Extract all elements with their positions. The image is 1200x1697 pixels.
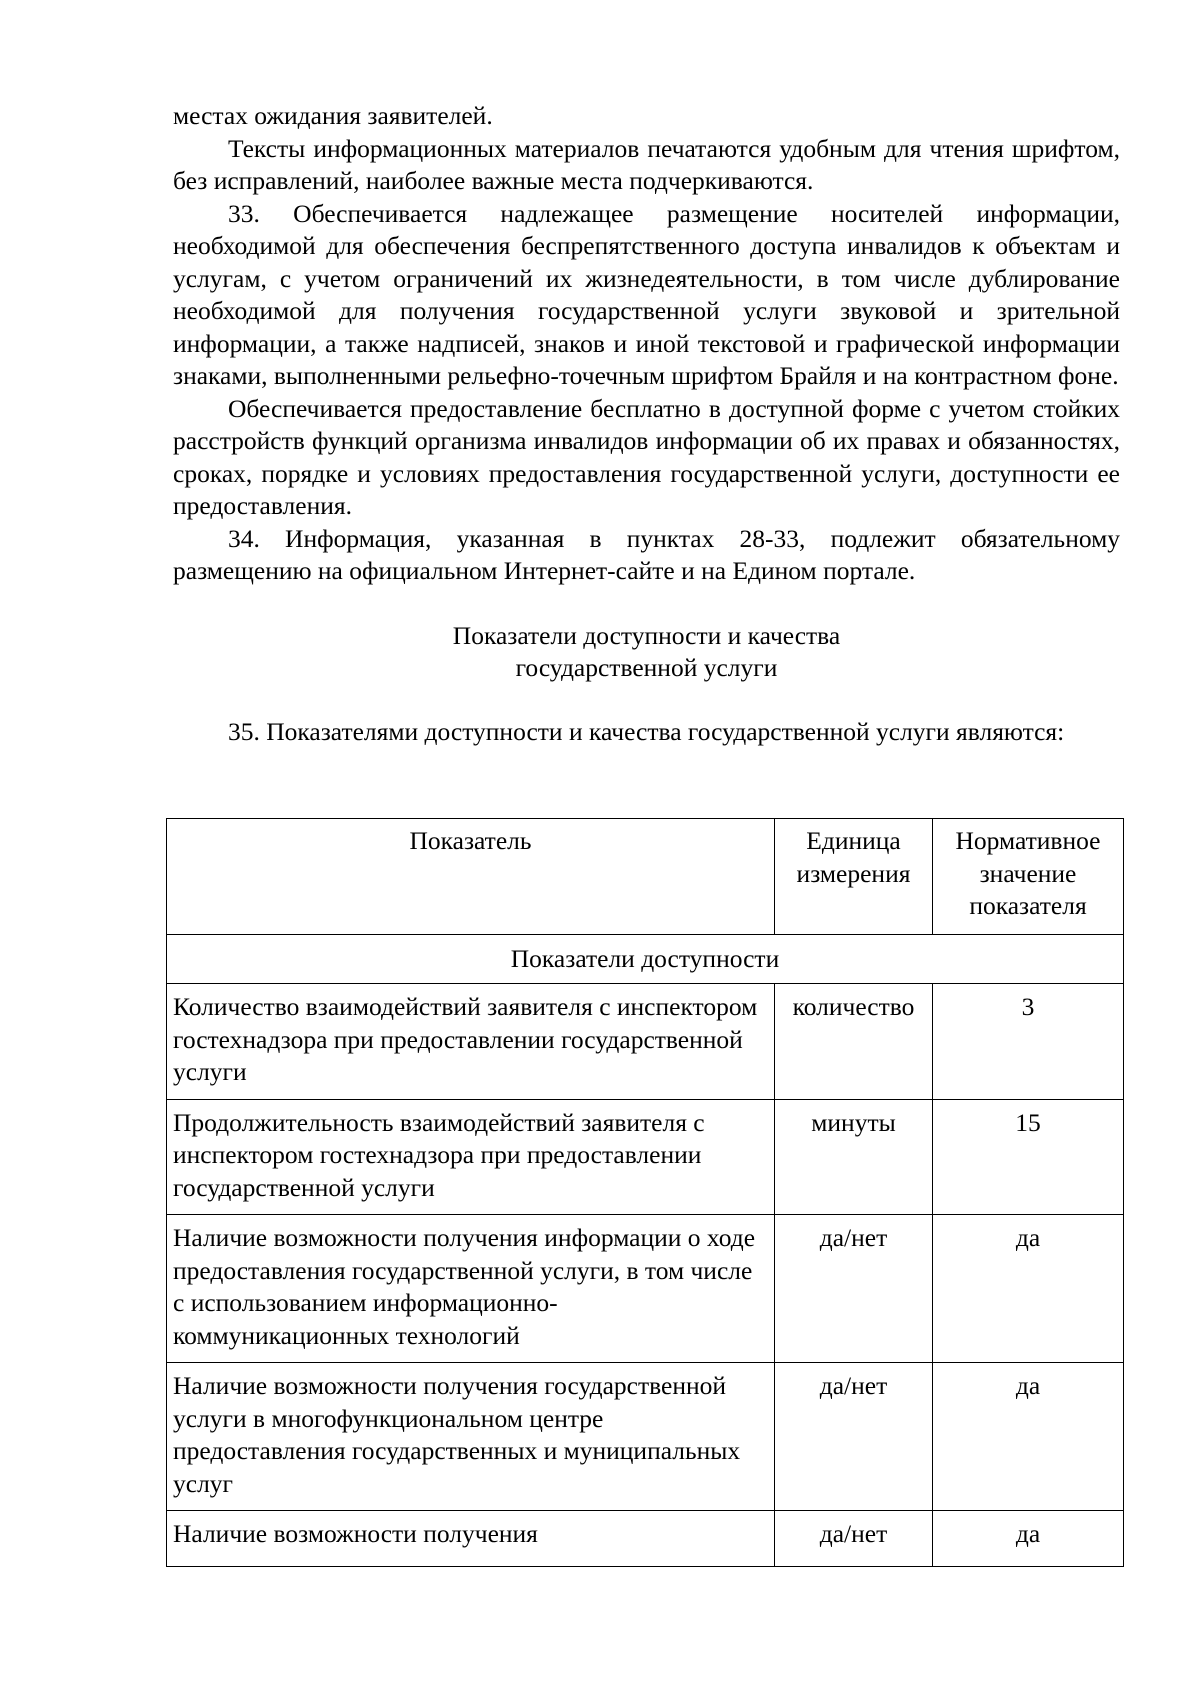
value-cell: да — [933, 1215, 1124, 1363]
section-title — [173, 620, 1120, 684]
header-indicator: Показатель — [167, 819, 775, 935]
indicator-cell: Количество взаимодействий заявителя с инспектором гостехнадзора при предоставлении государственной услуги — [167, 984, 775, 1100]
indicator-cell: Наличие возможности получения — [167, 1511, 775, 1567]
paragraph-info-texts: Тексты информационных материалов печатаются удобным для чтения шрифтом, без исправлений, наиболее важные места подчеркиваются. — [173, 133, 1120, 195]
paragraph-free-provision: Обеспечивается предоставление бесплатно в доступной форме с учетом стойких расстройств функций организма инвалидов информации об их правах и обязанностях, сроках, порядке и условиях предоставления государственной услуги, доступности ее предоставления. — [173, 393, 1120, 520]
indicator-cell: Наличие возможности получения государственной услуги в многофункциональном центре предоставления государственных и муниципальных услуг — [167, 1363, 775, 1511]
paragraph-34: 34. Информация, указанная в пунктах 28-33, подлежит обязательному размещению на официальном Интернет-сайте и на Едином портале. — [173, 523, 1120, 585]
unit-cell: минуты — [775, 1099, 933, 1215]
section-title-line-1: Показатели доступности и качества — [452, 620, 841, 650]
paragraph-33: 33. Обеспечивается надлежащее размещение носителей информации, необходимой для обеспечения беспрепятственного доступа инвалидов к объектам и услугам, с учетом ограничений их жизнедеятельности, в том числе дублирование необходимой для получения государственной услуги звуковой и зрительной информации, а также надписей, знаков и иной текстовой и графической информации знаками, выполненными рельефно-точечным шрифтом Брайля и на контрастном фоне. — [173, 198, 1120, 390]
value-cell: 3 — [933, 984, 1124, 1100]
value-cell: да — [933, 1511, 1124, 1567]
header-normative-value: Нормативное значение показателя — [933, 819, 1124, 935]
paragraph-35: 35. Показателями доступности и качества государственной услуги являются: — [228, 716, 1065, 746]
value-cell: да — [933, 1363, 1124, 1511]
table-row — [167, 984, 1124, 1100]
value-cell: 15 — [933, 1099, 1124, 1215]
header-unit: Единица измерения — [775, 819, 933, 935]
table-row — [167, 1511, 1124, 1567]
table-row — [167, 1215, 1124, 1363]
section-title-line-2: государственной услуги — [515, 652, 778, 682]
table-row — [167, 1363, 1124, 1511]
unit-cell: количество — [775, 984, 933, 1100]
paragraph-waiting-places: местах ожидания заявителей. — [173, 101, 493, 130]
unit-cell: да/нет — [775, 1511, 933, 1567]
unit-cell: да/нет — [775, 1363, 933, 1511]
indicators-table — [166, 818, 1124, 1567]
unit-cell: да/нет — [775, 1215, 933, 1363]
indicator-cell: Наличие возможности получения информации о ходе предоставления государственной услуги, в том числе с использованием информационно-коммуникационных технологий — [167, 1215, 775, 1363]
table-row — [167, 1099, 1124, 1215]
group-title: Показатели доступности — [167, 935, 1124, 984]
document-page — [173, 100, 1120, 746]
table-header-row — [167, 819, 1124, 935]
table-group-row — [167, 935, 1124, 984]
indicator-cell: Продолжительность взаимодействий заявителя с инспектором гостехнадзора при предоставлении государственной услуги — [167, 1099, 775, 1215]
